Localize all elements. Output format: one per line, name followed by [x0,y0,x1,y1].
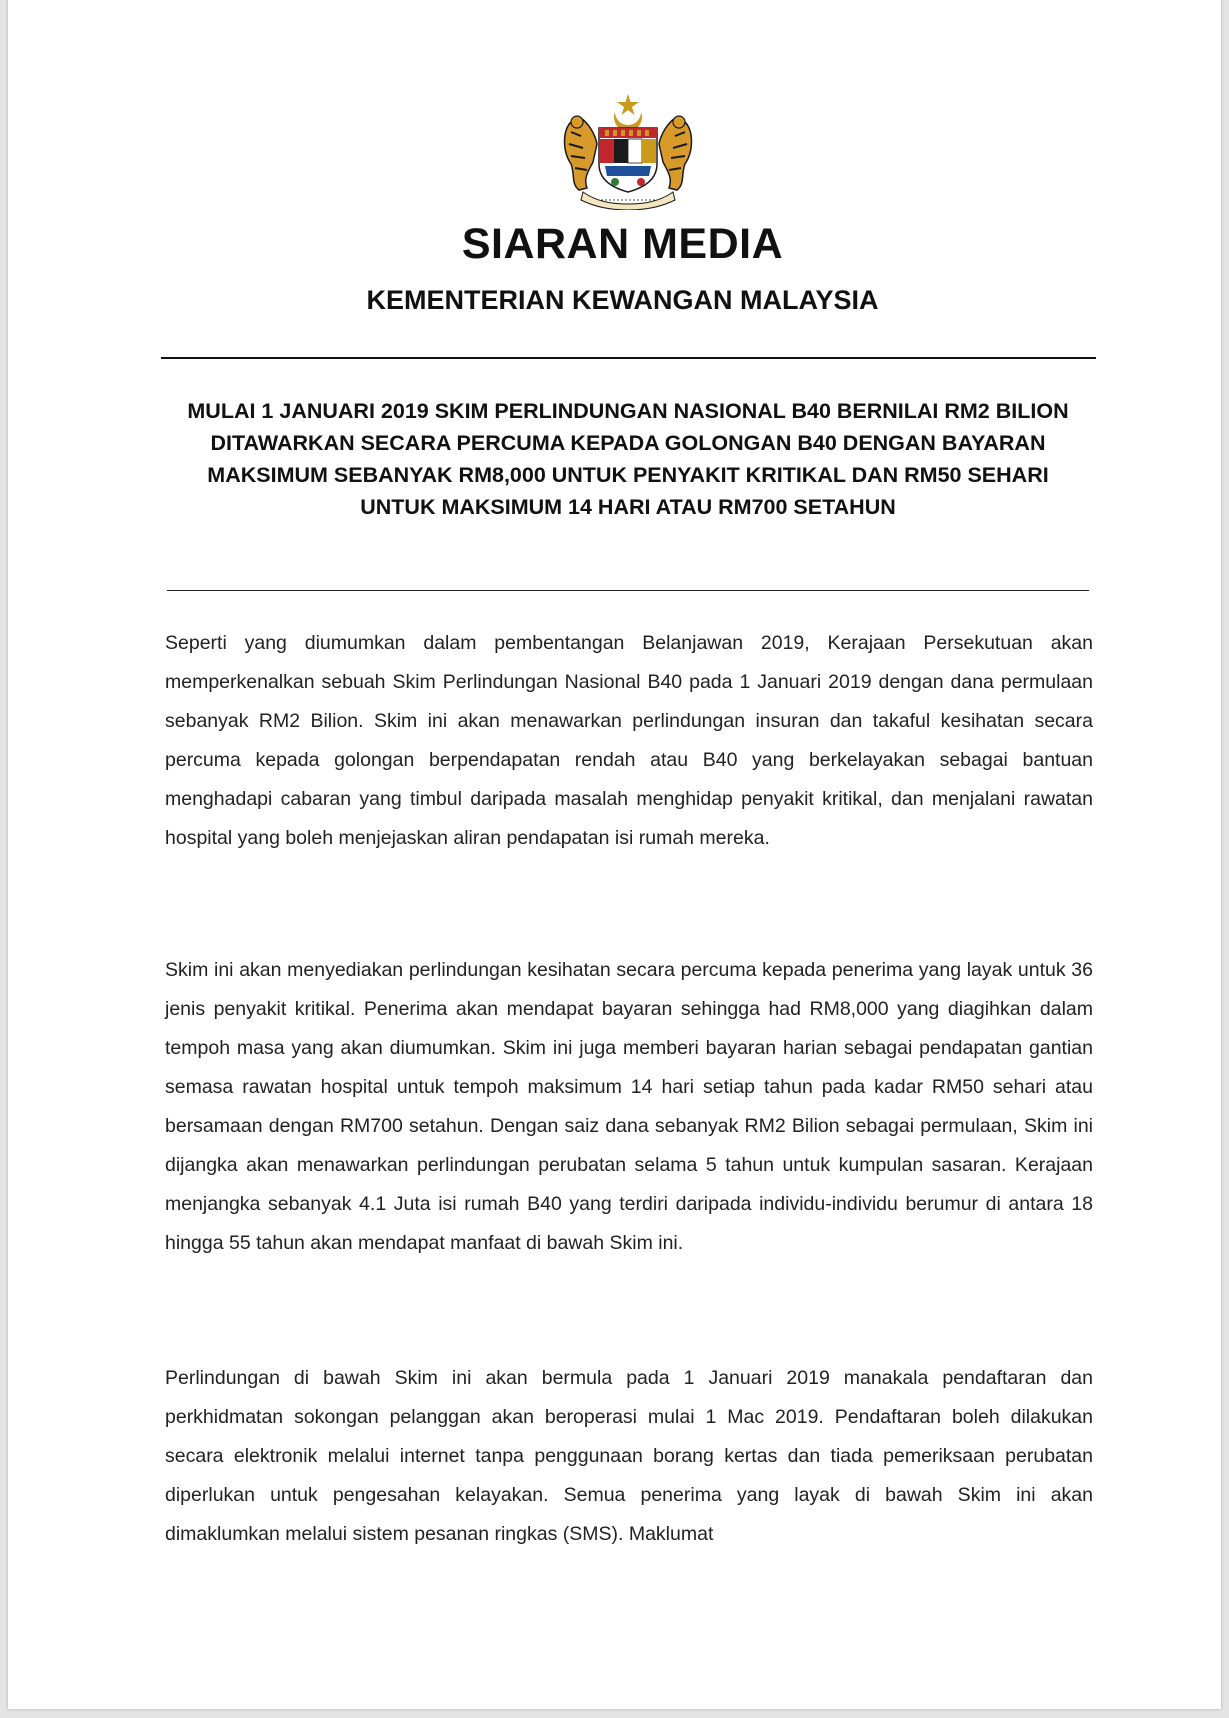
page-title: SIARAN MEDIA [461,220,784,268]
header-divider [161,357,1096,359]
document-page [8,0,1221,1709]
body-paragraph: Skim ini akan menyediakan perlindungan kesihatan secara percuma kepada penerima yang layak untuk 36 jenis penyakit kritikal. Penerima akan mendapat bayaran sehingga had RM8,000 yang diagihkan dalam tempoh masa yang akan diumumkan. Skim ini juga memberi bayaran harian sebagai pendapatan gantian semasa rawatan hospital untuk tempoh maksimum 14 hari setiap tahun pada kadar RM50 sehari atau bersamaan dengan RM700 setahun. Dengan saiz dana sebanyak RM2 Bilion sebagai permulaan, Skim ini dijangka akan menawarkan perlindungan perubatan selama 5 tahun untuk kumpulan sasaran. Kerajaan menjangka sebanyak 4.1 Juta isi rumah B40 yang terdiri daripada individu-individu berumur di antara 18 hingga 55 tahun akan mendapat manfaat di bawah Skim ini. [165,959,1093,1254]
body-paragraph: Seperti yang diumumkan dalam pembentangan Belanjawan 2019, Kerajaan Persekutuan akan memperkenalkan sebuah Skim Perlindungan Nasional B40 pada 1 Januari 2019 dengan dana permulaan sebanyak RM2 Bilion. Skim ini akan menawarkan perlindungan insuran dan takaful kesihatan secara percuma kepada golongan berpendapatan rendah atau B40 yang berkelayakan sebagai bantuan menghadapi cabaran yang timbul daripada masalah menghidap penyakit kritikal, dan menjalani rawatan hospital yang boleh menjejaskan aliran pendapatan isi rumah mereka. [165,632,1093,849]
headline-divider [167,590,1089,591]
body-paragraph: Perlindungan di bawah Skim ini akan bermula pada 1 Januari 2019 manakala pendaftaran dan perkhidmatan sokongan pelanggan akan beroperasi mulai 1 Mac 2019. Pendaftaran boleh dilakukan secara elektronik melalui internet tanpa penggunaan borang kertas dan tiada pemeriksaan perubatan diperlukan untuk pengesahan kelayakan. Semua penerima yang layak di bawah Skim ini akan dimaklumkan melalui sistem pesanan ringkas (SMS). Maklumat [165,1367,1093,1545]
ministry-name: KEMENTERIAN KEWANGAN MALAYSIA [366,285,879,315]
malaysia-coat-of-arms-icon [553,92,703,210]
press-release-headline: MULAI 1 JANUARI 2019 SKIM PERLINDUNGAN NASIONAL B40 BERNILAI RM2 BILION DITAWARKAN SECARA PERCUMA KEPADA GOLONGAN B40 DENGAN BAYARAN MAKSIMUM SEBANYAK RM8,000 UNTUK PENYAKIT KRITIKAL DAN RM50 SEHARI UNTUK MAKSIMUM 14 HARI ATAU RM700 SETAHUN [187,399,1069,519]
